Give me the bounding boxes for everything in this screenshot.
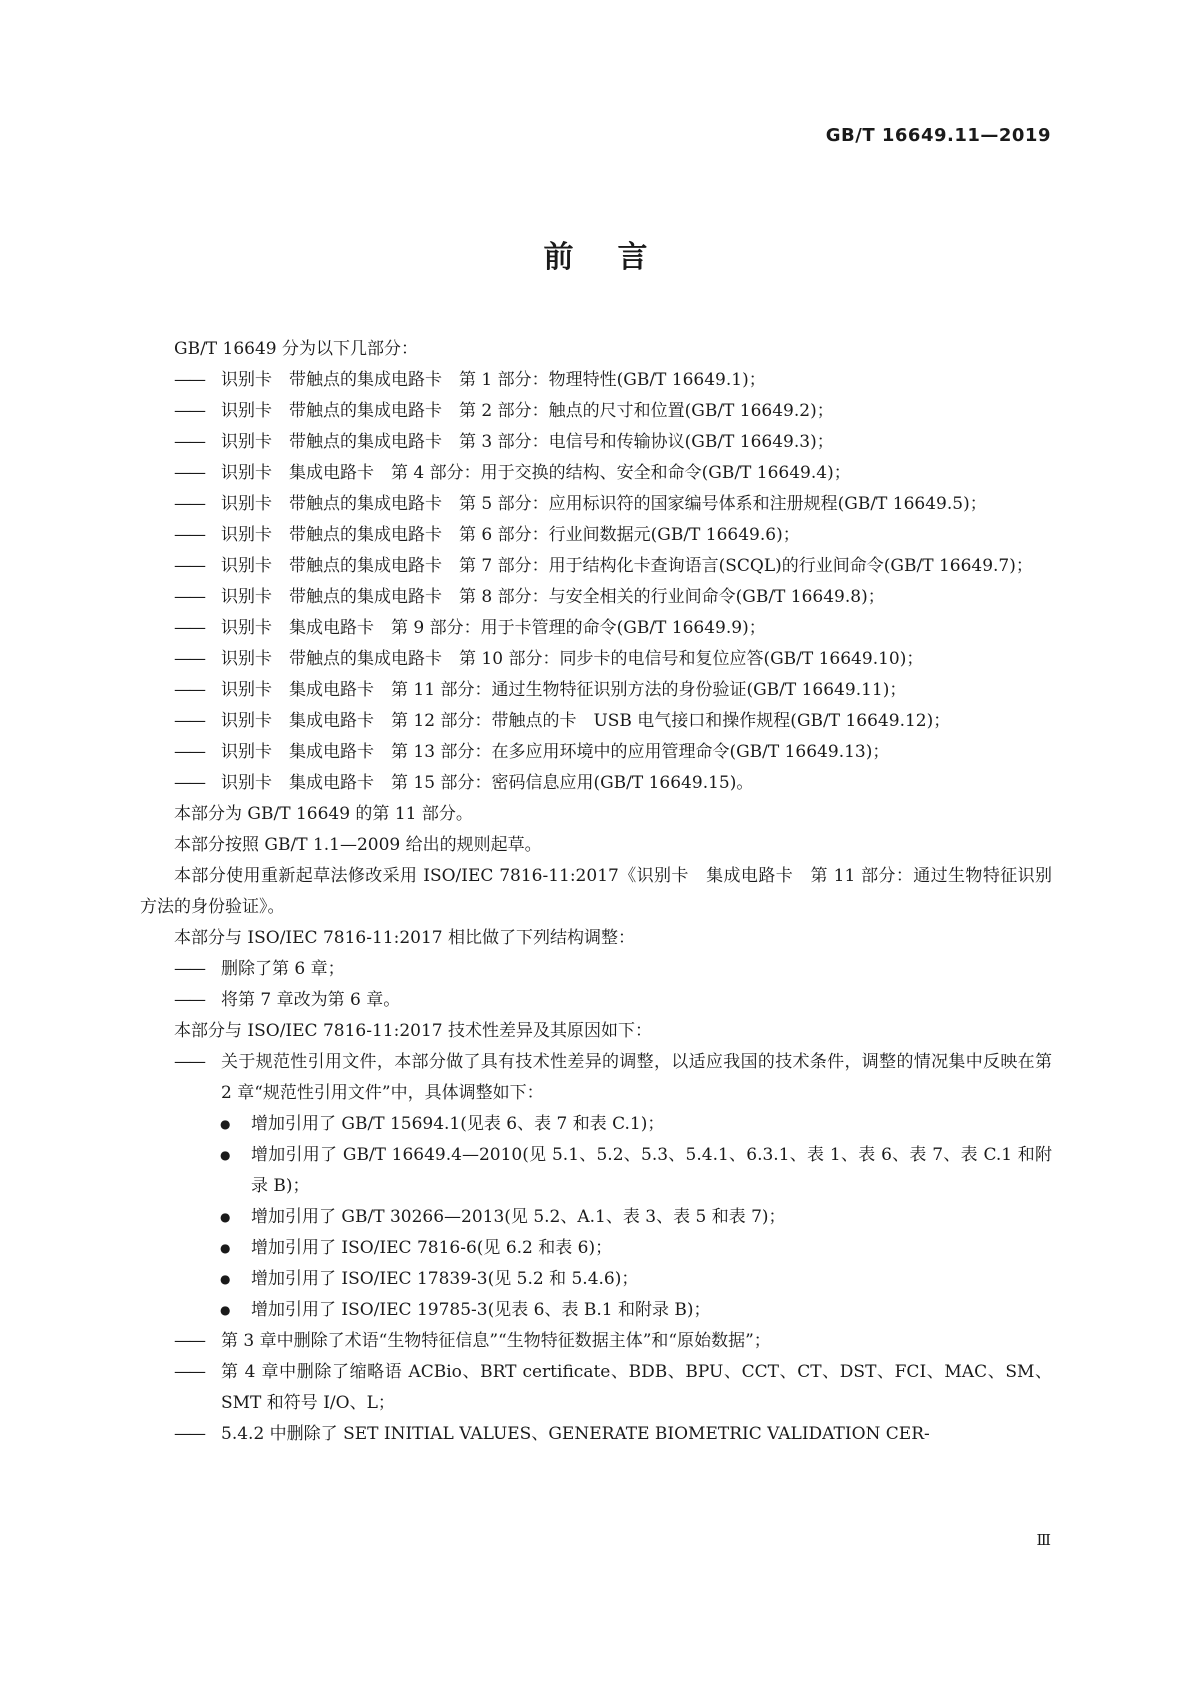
document-body [140, 334, 1052, 1450]
standard-code: GB/T 16649.11—2019 [825, 125, 1051, 146]
page-title: 前言 [543, 240, 692, 275]
reference-item: ● 增加引用了 GB/T 16649.4—2010(见 5.1、5.2、5.3、5.4.1、6.3.1、表 1、表 6、表 7、表 C.1 和附录 B)； [140, 1140, 1052, 1202]
intro-paragraph: GB/T 16649 分为以下几部分： [174, 339, 419, 359]
structure-item: —— 删除了第 6 章； [140, 954, 1052, 985]
part-item: —— 识别卡 集成电路卡 第 11 部分：通过生物特征识别方法的身份验证(GB/T 16649.11)； [140, 675, 1052, 706]
part-item: —— 识别卡 带触点的集成电路卡 第 6 部分：行业间数据元(GB/T 16649.6)； [140, 520, 1052, 551]
part-item: —— 识别卡 集成电路卡 第 15 部分：密码信息应用(GB/T 16649.15)。 [140, 768, 1052, 799]
reference-item: ● 增加引用了 GB/T 15694.1(见表 6、表 7 和表 C.1)； [140, 1109, 1052, 1140]
part-item: —— 识别卡 带触点的集成电路卡 第 10 部分：同步卡的电信号和复位应答(GB/T 16649.10)； [140, 644, 1052, 675]
tech-item: —— 第 4 章中删除了缩略语 ACBio、BRT certificate、BDB、BPU、CCT、CT、DST、FCI、MAC、SM、SMT 和符号 I/O、L； [140, 1357, 1052, 1419]
part-item: —— 识别卡 带触点的集成电路卡 第 1 部分：物理特性(GB/T 16649.1)； [140, 365, 1052, 396]
reference-item: ● 增加引用了 ISO/IEC 7816-6(见 6.2 和表 6)； [140, 1233, 1052, 1264]
part-item: —— 识别卡 带触点的集成电路卡 第 7 部分：用于结构化卡查询语言(SCQL)的行业间命令(GB/T 16649.7)； [140, 551, 1052, 582]
reference-item: ● 增加引用了 ISO/IEC 19785-3(见表 6、表 B.1 和附录 B)； [140, 1295, 1052, 1326]
part-item: —— 识别卡 带触点的集成电路卡 第 2 部分：触点的尺寸和位置(GB/T 16649.2)； [140, 396, 1052, 427]
tech-item: —— 第 3 章中删除了术语“生物特征信息”“生物特征数据主体”和“原始数据”； [140, 1326, 1052, 1357]
structure-item: —— 将第 7 章改为第 6 章。 [140, 985, 1052, 1016]
tech-intro-paragraph: 本部分与 ISO/IEC 7816-11:2017 技术性差异及其原因如下： [174, 1021, 652, 1041]
structure-intro-paragraph: 本部分与 ISO/IEC 7816-11:2017 相比做了下列结构调整： [174, 928, 635, 948]
tech-item: —— 5.4.2 中删除了 SET INITIAL VALUES、GENERATE BIOMETRIC VALIDATION CER- [140, 1419, 1052, 1450]
part-item: —— 识别卡 带触点的集成电路卡 第 5 部分：应用标识符的国家编号体系和注册规程(GB/T 16649.5)； [140, 489, 1052, 520]
reference-item: ● 增加引用了 ISO/IEC 17839-3(见 5.2 和 5.4.6)； [140, 1264, 1052, 1295]
part-item: —— 识别卡 集成电路卡 第 4 部分：用于交换的结构、安全和命令(GB/T 16649.4)； [140, 458, 1052, 489]
this-part-paragraph: 本部分为 GB/T 16649 的第 11 部分。 [174, 804, 473, 824]
reference-item: ● 增加引用了 GB/T 30266—2013(见 5.2、A.1、表 3、表 5 和表 7)； [140, 1202, 1052, 1233]
part-item: —— 识别卡 带触点的集成电路卡 第 8 部分：与安全相关的行业间命令(GB/T 16649.8)； [140, 582, 1052, 613]
part-item: —— 识别卡 集成电路卡 第 9 部分：用于卡管理的命令(GB/T 16649.9)； [140, 613, 1052, 644]
part-item: —— 识别卡 带触点的集成电路卡 第 3 部分：电信号和传输协议(GB/T 16649.3)； [140, 427, 1052, 458]
drafting-rules-paragraph: 本部分按照 GB/T 1.1—2009 给出的规则起草。 [174, 835, 542, 855]
tech-item: —— 关于规范性引用文件，本部分做了具有技术性差异的调整，以适应我国的技术条件，调整的情况集中反映在第 2 章“规范性引用文件”中，具体调整如下： [140, 1047, 1052, 1109]
part-item: —— 识别卡 集成电路卡 第 13 部分：在多应用环境中的应用管理命令(GB/T 16649.13)； [140, 737, 1052, 768]
page-number: Ⅲ [1036, 1531, 1051, 1549]
adoption-paragraph: 本部分使用重新起草法修改采用 ISO/IEC 7816-11:2017《识别卡 集成电路卡 第 11 部分：通过生物特征识别方法的身份验证》。 [140, 866, 1052, 917]
part-item: —— 识别卡 集成电路卡 第 12 部分：带触点的卡 USB 电气接口和操作规程(GB/T 16649.12)； [140, 706, 1052, 737]
